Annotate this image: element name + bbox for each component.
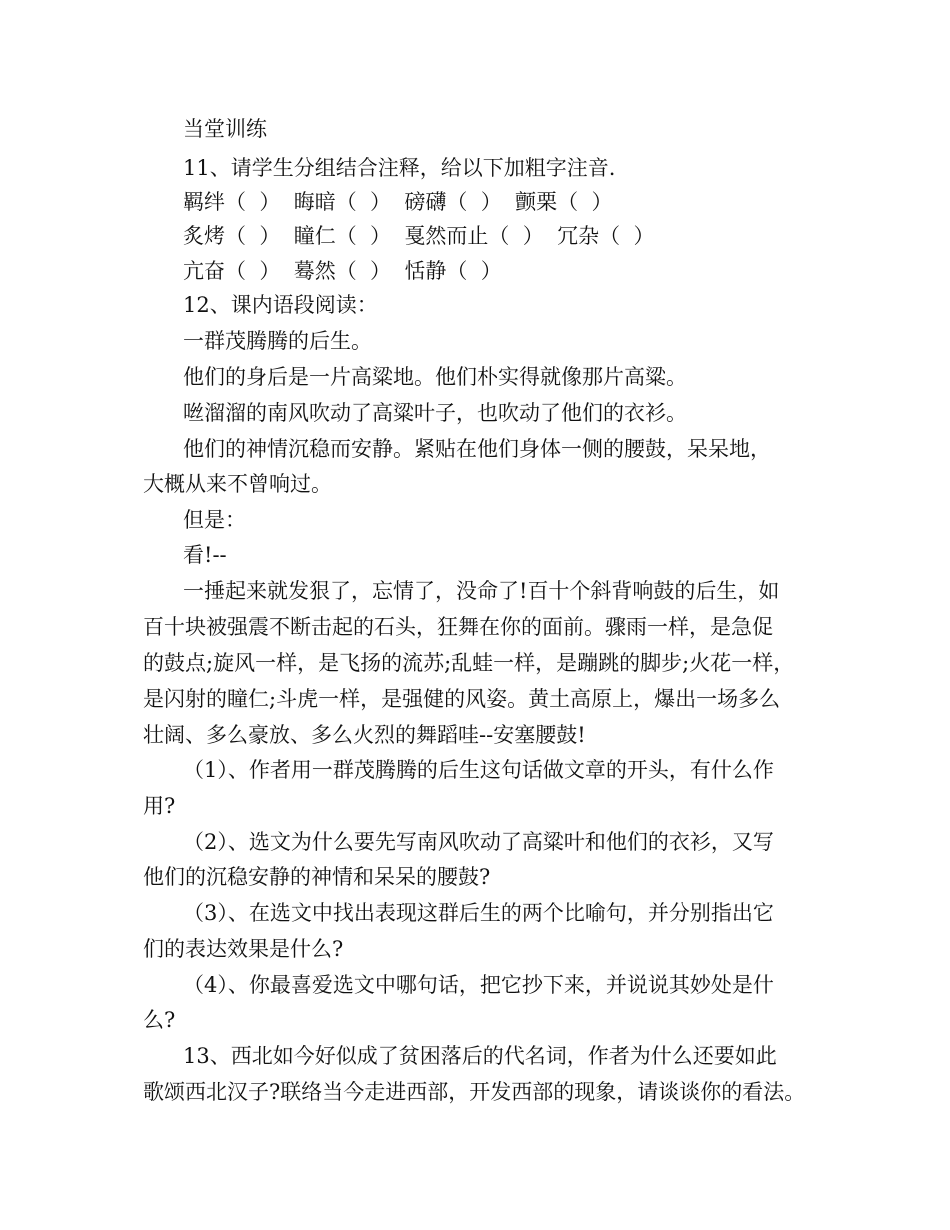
passage-paragraph-cont: 的鼓点;旋风一样，是飞扬的流苏;乱蛙一样，是蹦跳的脚步;火花一样， (143, 651, 795, 675)
passage-paragraph: 他们的神情沉稳而安静。紧贴在他们身体一侧的腰鼓，呆呆地， (183, 437, 771, 461)
sub-question-4-cont: 么? (143, 1008, 176, 1032)
q11-word-row-3: 亢奋（ ） 蓦然（ ） 恬静（ ） (183, 259, 502, 283)
passage-paragraph-cont: 壮阔、多么豪放、多么火烈的舞蹈哇--安塞腰鼓! (143, 723, 586, 747)
passage-paragraph: 但是： (183, 508, 246, 532)
question-11-prompt: 11、请学生分组结合注释，给以下加粗字注音. (183, 156, 616, 180)
passage-paragraph-cont: 大概从来不曾响过。 (143, 472, 332, 496)
sub-question-3: （3）、在选文中找出表现这群后生的两个比喻句，并分别指出它 (183, 901, 774, 925)
q11-word-row-2: 炙烤（ ） 瞳仁（ ） 戛然而止（ ） 冗杂（ ） (183, 224, 655, 248)
passage-paragraph-cont: 百十块被强震不断击起的石头，狂舞在你的面前。骤雨一样，是急促 (143, 615, 773, 639)
passage-paragraph: 一捶起来就发狠了，忘情了，没命了!百十个斜背响鼓的后生，如 (183, 579, 780, 603)
passage-paragraph: 他们的身后是一片高粱地。他们朴实得就像那片高粱。 (183, 365, 687, 389)
sub-question-1: （1）、作者用一群茂腾腾的后生这句话做文章的开头，有什么作 (183, 758, 774, 782)
q11-word-row-1: 羁绊（ ） 晦暗（ ） 磅礴（ ） 颤栗（ ） (183, 190, 613, 214)
sub-question-1-cont: 用? (143, 794, 176, 818)
question-12-prompt: 12、课内语段阅读： (183, 293, 378, 317)
sub-question-2-cont: 他们的沉稳安静的神情和呆呆的腰鼓? (143, 865, 491, 889)
sub-question-3-cont: 们的表达效果是什么? (143, 937, 344, 961)
question-13-cont: 歌颂西北汉子?联络当今走进西部，开发西部的现象，请谈谈你的看法。 (143, 1080, 806, 1104)
passage-paragraph-cont: 是闪射的瞳仁;斗虎一样，是强健的风姿。黄土高原上，爆出一场多么 (143, 687, 781, 711)
question-13: 13、西北如今好似成了贫困落后的代名词，作者为什么还要如此 (183, 1044, 777, 1068)
sub-question-4: （4）、你最喜爱选文中哪句话，把它抄下来，并说说其妙处是什 (183, 973, 774, 997)
passage-paragraph: 咝溜溜的南风吹动了高粱叶子，也吹动了他们的衣衫。 (183, 401, 687, 425)
section-title: 当堂训练 (183, 117, 267, 141)
passage-paragraph: 看!-- (183, 543, 227, 567)
sub-question-2: （2）、选文为什么要先写南风吹动了高粱叶和他们的衣衫，又写 (183, 830, 774, 854)
passage-paragraph: 一群茂腾腾的后生。 (183, 329, 372, 353)
